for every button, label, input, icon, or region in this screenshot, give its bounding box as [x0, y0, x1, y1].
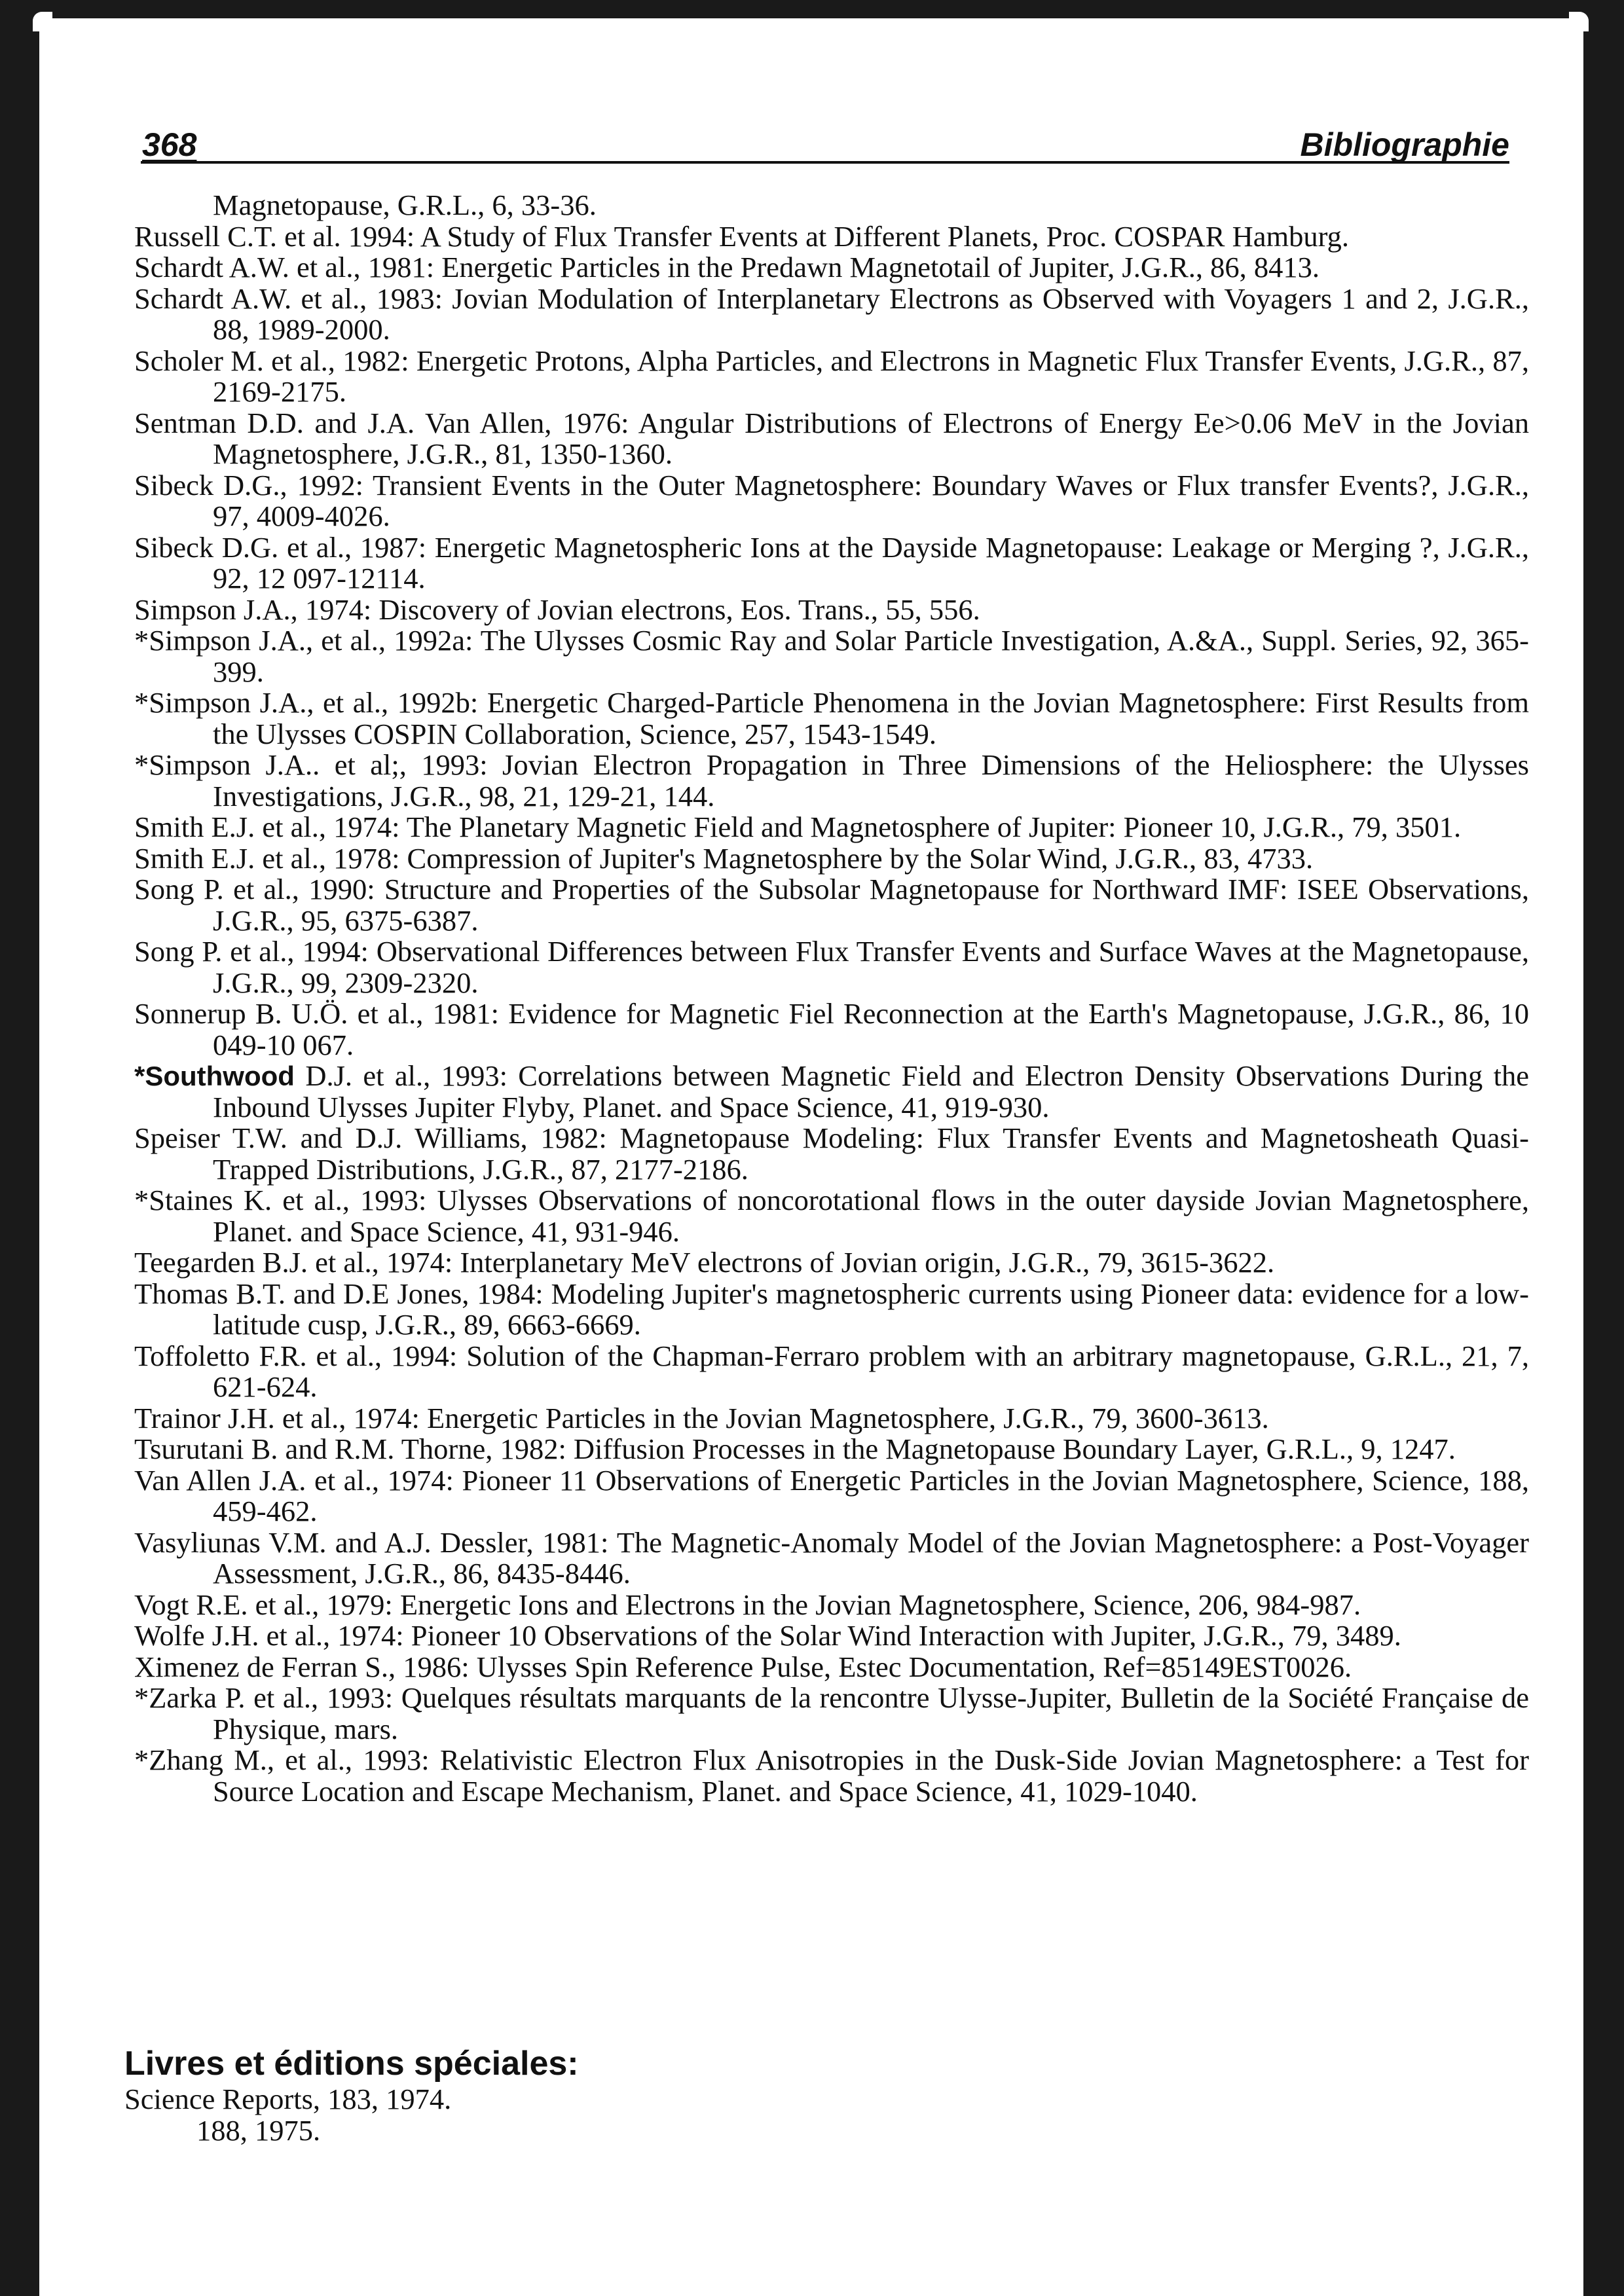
book-entry: 188, 1975.	[196, 2113, 321, 2147]
scan-border-left	[0, 0, 39, 2296]
books-list	[124, 2084, 1434, 2146]
reference-entry	[134, 408, 1529, 470]
reference-text: Sibeck D.G., 1992: Transient Events in the Outer Magnetosphere: Boundary Waves or Flux transfer Events?, J.G.R., 97, 4009-4026.	[134, 468, 1529, 532]
reference-entry	[134, 190, 1529, 221]
reference-author-bold: *Southwood	[134, 1061, 295, 1091]
reference-text: *Zarka P. et al., 1993: Quelques résultats marquants de la rencontre Ulysse-Jupiter, Bulletin de la Société Française de Physique, mars.	[134, 1681, 1529, 1745]
reference-text: Toffoletto F.R. et al., 1994: Solution of the Chapman-Ferraro problem with an arbitrary magnetopause, G.R.L., 21, 7, 621-624.	[134, 1339, 1529, 1403]
reference-text: Smith E.J. et al., 1974: The Planetary Magnetic Field and Magnetosphere of Jupiter: Pioneer 10, J.G.R., 79, 3501.	[134, 811, 1462, 843]
reference-entry	[134, 1247, 1529, 1279]
reference-text: Thomas B.T. and D.E Jones, 1984: Modeling Jupiter's magnetospheric currents using Pioneer data: evidence for a low-latitude cusp, J.G.R., 89, 6663-6669.	[134, 1277, 1529, 1341]
reference-entry	[134, 1341, 1529, 1403]
reference-entry	[134, 625, 1529, 687]
reference-entry	[134, 252, 1529, 283]
scan-border-top	[0, 0, 1624, 18]
reference-entry	[134, 1590, 1529, 1621]
reference-entry	[134, 221, 1529, 253]
reference-text: Song P. et al., 1994: Observational Differences between Flux Transfer Events and Surface Waves at the Magnetopause, J.G.R., 99, 2309-2320.	[134, 935, 1529, 999]
reference-entry	[134, 1434, 1529, 1465]
reference-entry	[134, 1185, 1529, 1247]
reference-text: Magnetopause, G.R.L., 6, 33-36.	[213, 189, 597, 221]
reference-text: Vasyliunas V.M. and A.J. Dessler, 1981: The Magnetic-Anomaly Model of the Jovian Magnetosphere: a Post-Voyager Assessment, J.G.R., 86, 8435-8446.	[134, 1525, 1529, 1590]
reference-entry	[134, 1527, 1529, 1590]
reference-text: Smith E.J. et al., 1978: Compression of Jupiter's Magnetosphere by the Solar Wind, J.G.R., 83, 4733.	[134, 841, 1314, 875]
reference-entry	[134, 1403, 1529, 1434]
reference-text: Wolfe J.H. et al., 1974: Pioneer 10 Observations of the Solar Wind Interaction with Jupiter, J.G.R., 79, 3489.	[134, 1619, 1401, 1652]
reference-text: Van Allen J.A. et al., 1974: Pioneer 11 Observations of Energetic Particles in the Jovian Magnetosphere, Science, 188, 459-462.	[134, 1463, 1529, 1527]
reference-entry	[134, 874, 1529, 936]
reference-text: Russell C.T. et al. 1994: A Study of Flux Transfer Events at Different Planets, Proc. COSPAR Hamburg.	[134, 219, 1349, 253]
books-heading: Livres et éditions spéciales:	[124, 2045, 579, 2083]
reference-text: Trainor J.H. et al., 1974: Energetic Particles in the Jovian Magnetosphere, J.G.R., 79, 3600-3613.	[134, 1401, 1269, 1434]
reference-entry	[134, 1279, 1529, 1341]
page-corner-left	[33, 12, 52, 31]
reference-text: Simpson J.A., 1974: Discovery of Jovian electrons, Eos. Trans., 55, 556.	[134, 592, 980, 626]
reference-entry	[134, 1465, 1529, 1527]
reference-entry	[134, 594, 1529, 626]
reference-entry	[134, 936, 1529, 998]
reference-text: Tsurutani B. and R.M. Thorne, 1982: Diffusion Processes in the Magnetopause Boundary Layer, G.R.L., 9, 1247.	[134, 1432, 1456, 1465]
reference-text: *Simpson J.A., et al., 1992a: The Ulysses Cosmic Ray and Solar Particle Investigation, A.&A., Suppl. Series, 92, 365-399.	[134, 624, 1529, 688]
reference-entry	[134, 532, 1529, 594]
scan-border-right	[1583, 0, 1624, 2296]
reference-text: Sonnerup B. U.Ö. et al., 1981: Evidence for Magnetic Fiel Reconnection at the Earth's Magnetopause, J.G.R., 86, 10 049-10 067.	[134, 997, 1529, 1061]
book-entry: Science Reports, 183, 1974.	[124, 2083, 452, 2115]
reference-text: Teegarden B.J. et al., 1974: Interplanetary MeV electrons of Jovian origin, J.G.R., 79, 3615-3622.	[134, 1246, 1275, 1279]
reference-list	[134, 190, 1529, 1807]
reference-text: D.J. et al., 1993: Correlations between Magnetic Field and Electron Density Observations During the Inbound Ulysses Jupiter Flyby, Planet. and Space Science, 41, 919-930.	[213, 1059, 1529, 1123]
reference-entry	[134, 1620, 1529, 1652]
reference-text: *Zhang M., et al., 1993: Relativistic Electron Flux Anisotropies in the Dusk-Side Jovian Magnetosphere: a Test for Source Location and Escape Mechanism, Planet. and Space Science, 41, 1029-1040.	[134, 1743, 1529, 1808]
reference-entry	[134, 346, 1529, 408]
reference-entry	[134, 998, 1529, 1061]
reference-text: Scholer M. et al., 1982: Energetic Protons, Alpha Particles, and Electrons in Magnetic Flux Transfer Events, J.G.R., 87, 2169-2175.	[134, 344, 1529, 408]
page-corner-right	[1569, 12, 1589, 31]
reference-entry	[134, 470, 1529, 532]
page-header	[141, 117, 1509, 164]
reference-entry	[134, 1745, 1529, 1807]
reference-entry	[134, 687, 1529, 750]
reference-text: Song P. et al., 1990: Structure and Properties of the Subsolar Magnetopause for Northward IMF: ISEE Observations, J.G.R., 95, 6375-6387.	[134, 873, 1529, 937]
reference-text: Vogt R.E. et al., 1979: Energetic Ions and Electrons in the Jovian Magnetosphere, Science, 206, 984-987.	[134, 1588, 1361, 1621]
reference-entry	[134, 750, 1529, 812]
reference-text: Speiser T.W. and D.J. Williams, 1982: Magnetopause Modeling: Flux Transfer Events and Magnetosheath Quasi-Trapped Distributions, J.G.R., 87, 2177-2186.	[134, 1121, 1529, 1186]
reference-entry	[134, 843, 1529, 875]
reference-entry	[134, 812, 1529, 843]
page-number: 368	[142, 126, 197, 163]
reference-text: *Staines K. et al., 1993: Ulysses Observations of noncorotational flows in the outer dayside Jovian Magnetosphere, Planet. and Space Science, 41, 931-946.	[134, 1184, 1529, 1248]
reference-text: *Simpson J.A., et al., 1992b: Energetic Charged-Particle Phenomena in the Jovian Magnetosphere: First Results from the Ulysses COSPIN Collaboration, Science, 257, 1543-1549.	[134, 686, 1529, 750]
reference-text: Schardt A.W. et al., 1983: Jovian Modulation of Interplanetary Electrons as Observed with Voyagers 1 and 2, J.G.R., 88, 1989-2000.	[134, 282, 1529, 346]
reference-entry	[134, 1123, 1529, 1185]
section-title: Bibliographie	[1300, 126, 1509, 163]
reference-entry	[134, 1683, 1529, 1745]
reference-entry	[134, 283, 1529, 346]
reference-text: *Simpson J.A.. et al;, 1993: Jovian Electron Propagation in Three Dimensions of the Heliosphere: the Ulysses Investigations, J.G.R., 98, 21, 129-21, 144.	[134, 748, 1529, 812]
reference-text: Ximenez de Ferran S., 1986: Ulysses Spin Reference Pulse, Estec Documentation, Ref=85149EST0026.	[134, 1650, 1352, 1683]
reference-entry	[134, 1652, 1529, 1683]
reference-text: Sibeck D.G. et al., 1987: Energetic Magnetospheric Ions at the Dayside Magnetopause: Leakage or Merging ?, J.G.R., 92, 12 097-12114.	[134, 530, 1529, 594]
reference-text: Sentman D.D. and J.A. Van Allen, 1976: Angular Distributions of Electrons of Energy Ee>0.06 MeV in the Jovian Magnetosphere, J.G.R., 81, 1350-1360.	[134, 406, 1529, 470]
reference-entry	[134, 1061, 1529, 1123]
reference-text: Schardt A.W. et al., 1981: Energetic Particles in the Predawn Magnetotail of Jupiter, J.G.R., 86, 8413.	[134, 251, 1320, 283]
